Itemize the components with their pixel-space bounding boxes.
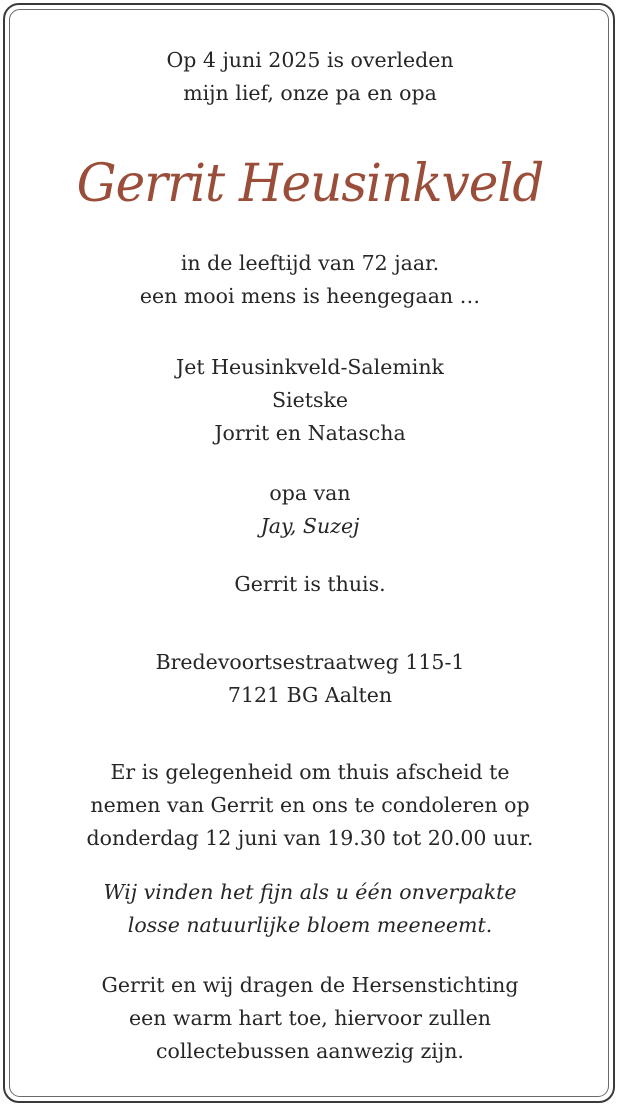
family-member: Jet Heusinkveld-Salemink	[176, 355, 444, 379]
grandchildren-names: Jay, Suzej	[260, 514, 360, 538]
family-list	[0, 351, 620, 450]
farewell-line-1: Er is gelegenheid om thuis afscheid te	[110, 760, 510, 784]
family-member: Jorrit en Natascha	[214, 421, 406, 445]
charity-line-3: collectebussen aanwezig zijn.	[156, 1039, 464, 1063]
flowers-text	[0, 876, 620, 942]
intro-line-1: Op 4 juni 2025 is overleden	[166, 48, 454, 72]
farewell-line-3: donderdag 12 juni van 19.30 tot 20.00 uur.	[86, 826, 534, 850]
intro-text	[0, 44, 620, 110]
age-line-2: een mooi mens is heengegaan …	[139, 284, 481, 308]
farewell-line-2: nemen van Gerrit en ons te condoleren op	[90, 793, 530, 817]
address-postal-city: 7121 BG Aalten	[227, 683, 393, 707]
age-line-1: in de leeftijd van 72 jaar.	[180, 251, 440, 275]
farewell-text	[0, 756, 620, 855]
charity-line-1: Gerrit en wij dragen de Hersenstichting	[101, 973, 519, 997]
address-block	[0, 646, 620, 712]
age-text	[0, 247, 620, 313]
charity-line-2: een warm hart toe, hiervoor zullen	[129, 1006, 491, 1030]
charity-text	[0, 969, 620, 1068]
intro-line-2: mijn lief, onze pa en opa	[183, 81, 437, 105]
grandparent-block	[0, 477, 620, 543]
grandparent-label: opa van	[269, 481, 351, 505]
address-street: Bredevoortsestraatweg 115-1	[155, 650, 465, 674]
flowers-line-1: Wij vinden het fijn als u één onverpakte	[103, 880, 517, 904]
home-note-text: Gerrit is thuis.	[234, 572, 386, 596]
home-note	[0, 568, 620, 601]
deceased-name: Gerrit Heusinkveld	[76, 152, 544, 214]
flowers-line-2: losse natuurlijke bloem meeneemt.	[127, 913, 493, 937]
family-member: Sietske	[271, 388, 349, 412]
